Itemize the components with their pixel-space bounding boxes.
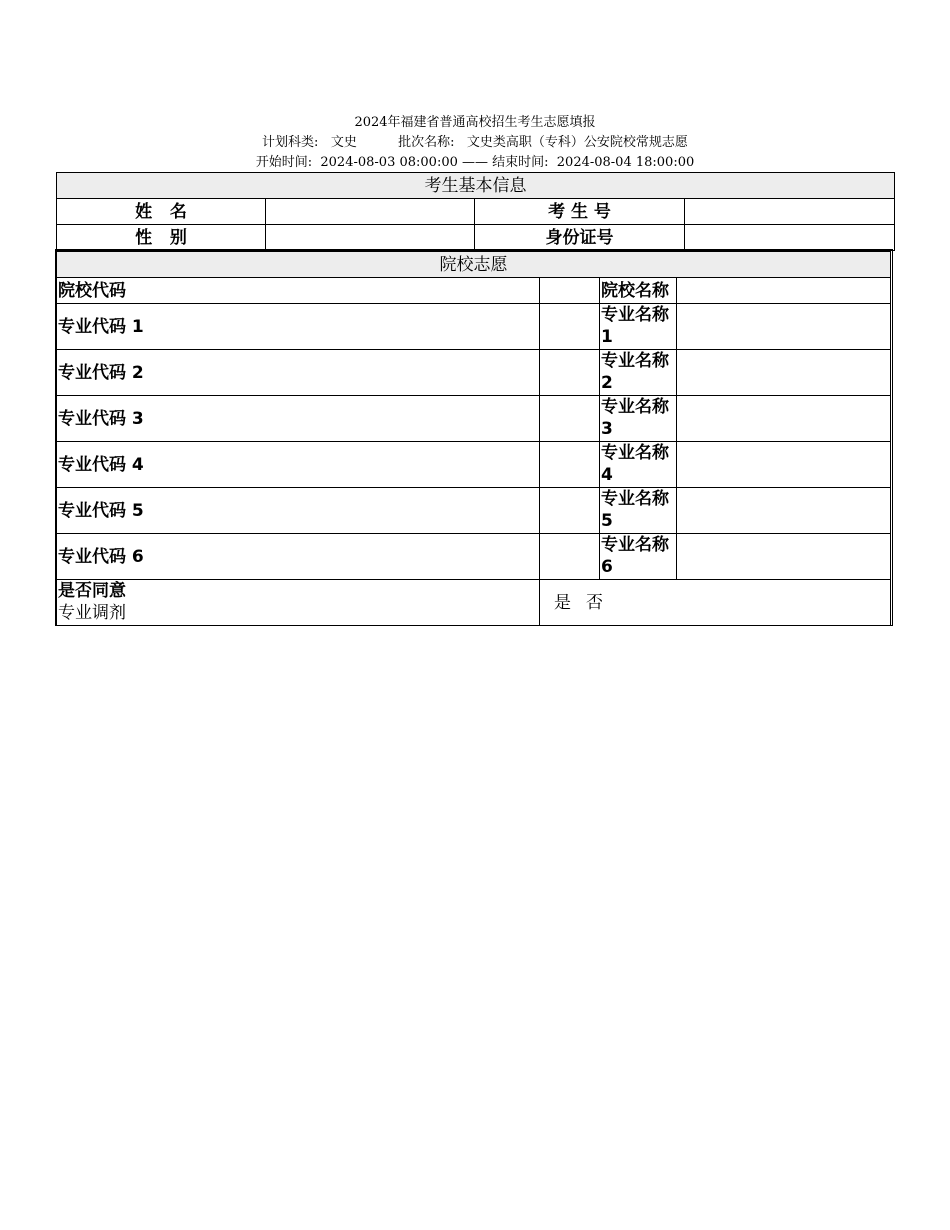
major-code-field[interactable] [540,488,600,534]
major-code-field[interactable] [540,350,600,396]
exam-number-field[interactable] [685,199,895,225]
major-name-field[interactable] [677,442,891,488]
adjust-label [57,580,540,626]
school-name-label: 院校名称 [600,278,677,304]
major-name-label: 专业名称 4 [600,442,677,488]
school-choice-table [56,251,891,626]
school-code-label: 院校代码 [57,278,540,304]
major-name-field[interactable] [677,534,891,580]
adjust-options [540,580,891,626]
major-name-field[interactable] [677,304,891,350]
major-code-field[interactable] [540,442,600,488]
major-code-label: 专业代码 4 [57,442,540,488]
major-code-field[interactable] [540,396,600,442]
exam-number-label: 考 生 号 [475,199,685,225]
major-name-label: 专业名称 2 [600,350,677,396]
major-code-label: 专业代码 6 [57,534,540,580]
major-code-field[interactable] [540,304,600,350]
basic-info-table [56,172,895,251]
major-code-label: 专业代码 2 [57,350,540,396]
plan-line: 计划科类: 文史 批次名称: 文史类高职（专科）公安院校常规志愿 [262,135,688,150]
school-code-field[interactable] [540,278,600,304]
basic-info-title: 考生基本信息 [57,173,895,199]
time-line: 开始时间: 2024-08-03 08:00:00 —— 结束时间: 2024-08-04 18:00:00 [255,155,695,170]
major-code-field[interactable] [540,534,600,580]
major-code-label: 专业代码 5 [57,488,540,534]
gender-field[interactable] [266,225,475,251]
name-field[interactable] [266,199,475,225]
adjust-label-line2: 专业调剂 [58,603,126,623]
major-code-label: 专业代码 3 [57,396,540,442]
form-title: 2024年福建省普通高校招生考生志愿填报 [354,115,596,130]
form-header [0,113,950,173]
gender-label: 性 别 [57,225,266,251]
major-name-label: 专业名称 6 [600,534,677,580]
major-name-field[interactable] [677,350,891,396]
major-name-label: 专业名称 1 [600,304,677,350]
adjust-yes-option[interactable]: 是 [554,592,572,613]
major-name-field[interactable] [677,488,891,534]
major-name-label: 专业名称 5 [600,488,677,534]
major-name-label: 专业名称 3 [600,396,677,442]
adjust-no-option[interactable]: 否 [586,592,604,613]
school-name-field[interactable] [677,278,891,304]
major-code-label: 专业代码 1 [57,304,540,350]
id-number-field[interactable] [685,225,895,251]
id-number-label: 身份证号 [475,225,685,251]
adjust-label-line1: 是否同意 [58,581,126,601]
name-label: 姓 名 [57,199,266,225]
major-name-field[interactable] [677,396,891,442]
school-choice-title: 院校志愿 [57,252,891,278]
